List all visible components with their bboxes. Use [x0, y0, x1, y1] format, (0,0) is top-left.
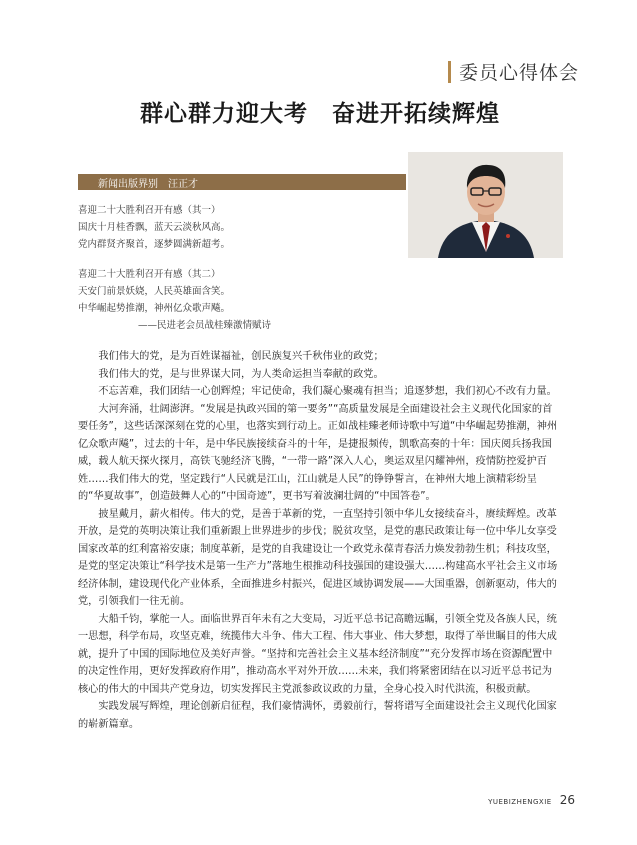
paragraph: 披星戴月，薪火相传。伟大的党，是善于革新的党，一直坚持引领中华儿女接续奋斗，赓续辉煌。改革开放，是党的英明决策让我们重新跟上世界进步的步伐；脱贫攻坚，是党的惠民政策让每一位中华儿女享受国家改革的红利富裕安康；制度革新，是党的自我建设让一个政党永葆青春活力焕发勃勃生机；科技攻坚，是党的坚定决策让“科学技术是第一生产力”落地生根推动科技强国的建设强大……构建高水平社会主义市场经济体制，建设现代化产业体系，全面推进乡村振兴，促进区域协调发展——大国重器，创新驱动，伟大的党，引领我们一往无前。 [78, 508, 558, 607]
author-bar [78, 174, 406, 190]
author-portrait [408, 152, 563, 258]
section-tag [448, 58, 579, 85]
poem-title: 喜迎二十大胜利召开有感（其一） [78, 205, 221, 216]
paragraph: 我们伟大的党，是与世界谋大同，为人类命运担当奉献的政党。 [98, 368, 384, 380]
poem-line: 中华崛起势推潮，神州亿众歌声飚。 [78, 303, 231, 314]
paragraph: 实践发展写辉煌，理论创新启征程，我们豪情满怀，勇毅前行，誓将谱写全面建设社会主义现代化国家的崭新篇章。 [78, 701, 557, 730]
article-title: 群心群力迎大考 奋进开拓续辉煌 [140, 100, 500, 127]
paragraph: 大船千钧，掌舵一人。面临世界百年未有之大变局，习近平总书记高瞻远瞩，引领全党及各族人民，统一思想，科学布局，攻坚克难，统揽伟大斗争、伟大工程、伟大事业、伟大梦想，取得了举世瞩目的伟大成就，提升了中国的国际地位及美好声誉。“坚持和完善社会主义基本经济制度”“充分发挥市场在资源配置中的决定性作用，更好发挥政府作用”，推动高水平对外开放……未来，我们将紧密团结在以习近平总书记为核心的伟大的中国共产党身边，切实发挥民主党派参政议政的力量，全身心投入时代洪流，积极贡献。 [78, 613, 557, 695]
section-tag-text: 委员心得体会 [458, 62, 579, 84]
paragraph: 大河奔涌，壮阔澎湃。“发展是执政兴国的第一要务”“高质量发展是全面建设社会主义现代化国家的首要任务”，这些话深深刻在党的心里，也落实到行动上。正如战桂臻老师诗歌中写道“中华崛起势推潮，神州亿众歌声飚”，过去的十年，是中华民族接续奋斗的十年，是捷报频传，凯歌高奏的十年：国庆阅兵扬我国威，载人航天探火探月，高铁飞驰经济飞腾，“一带一路”深入人心，奥运双星闪耀神州，疫情防控爱护百姓……我们伟大的党，坚定践行“人民就是江山，江山就是人民”的铮铮誓言，在神州大地上演精彩纷呈的“华夏故事”，创造鼓舞人心的“中国奇迹”，更书写着波澜壮阔的“中国答卷”。 [78, 403, 558, 502]
magazine-name: YUEBIZHENGXIE [488, 798, 552, 806]
page-number: 26 [559, 793, 575, 807]
portrait-illustration [408, 152, 563, 258]
poem-title: 喜迎二十大胜利召开有感（其二） [78, 269, 221, 280]
poem-signature: ——民进老会员战桂臻激情赋诗 [138, 320, 272, 331]
poem-one [78, 202, 230, 253]
author-sector: 新闻出版界别 [98, 178, 158, 190]
poem-line: 党内群贤齐聚首，逐梦圆满新超考。 [78, 239, 231, 250]
article-body [78, 348, 558, 733]
poem-line: 国庆十月桂香飘，蓝天云淡秋风高。 [78, 222, 231, 233]
author-name: 汪正才 [168, 178, 198, 190]
page-footer [488, 793, 575, 807]
poem-two [78, 266, 271, 334]
section-tag-bar [448, 61, 451, 83]
paragraph: 不忘苦难，我们团结一心创辉煌；牢记使命，我们凝心聚魂有担当；追逐梦想，我们初心不改有力量。 [98, 386, 557, 397]
paragraph: 我们伟大的党，是为百姓谋福祉，创民族复兴千秋伟业的政党； [98, 351, 384, 362]
poem-line: 天安门前景妖娆，人民英雄面含笑。 [78, 286, 231, 297]
